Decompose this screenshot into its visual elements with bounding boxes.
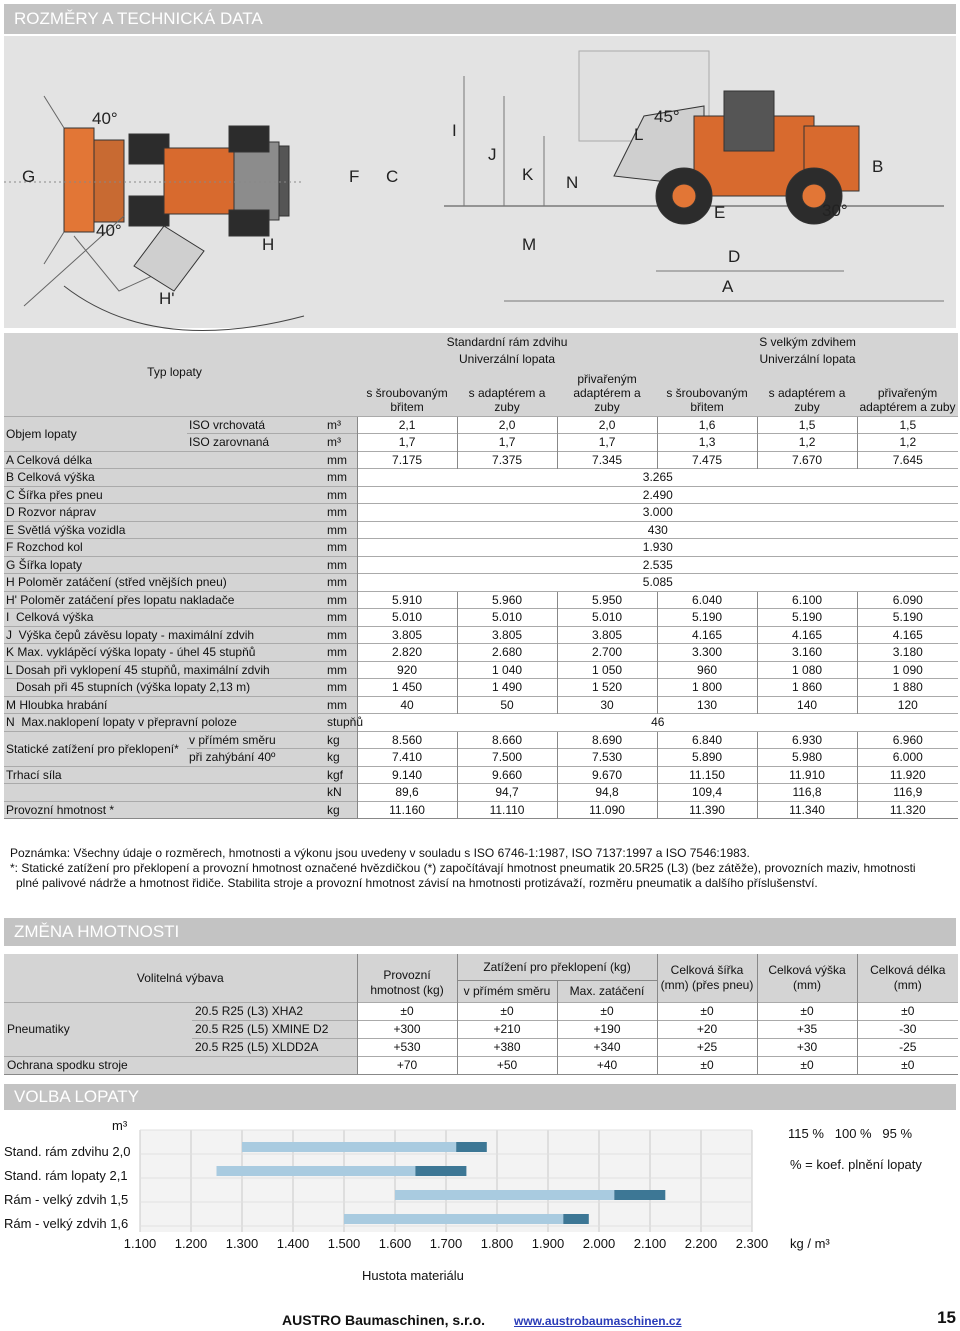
range-bar-dark	[614, 1190, 665, 1200]
x-tick-label: 2.100	[633, 1236, 667, 1251]
section-title-weight: ZMĚNA HMOTNOSTI	[4, 918, 956, 946]
cell: 5.910	[357, 591, 457, 609]
cell: 6.100	[757, 591, 857, 609]
cell: 5.890	[657, 749, 757, 767]
drawing-label-30: 30°	[822, 201, 848, 220]
cell: 120	[857, 696, 958, 714]
drawing-label-h-prime: H'	[159, 289, 175, 308]
cell: 2.535	[357, 556, 958, 574]
row-unit: mm	[325, 469, 357, 487]
page-number: 15	[937, 1308, 956, 1327]
cell: 920	[357, 661, 457, 679]
wc-header-turn: Max. zatáčení	[557, 980, 657, 1002]
cell: 9.140	[357, 766, 457, 784]
x-tick-label: 1.500	[327, 1236, 361, 1251]
row-label: Trhací síla	[4, 766, 325, 784]
cell: 7.475	[657, 451, 757, 469]
cell: 109,4	[657, 784, 757, 802]
cell: 11.910	[757, 766, 857, 784]
range-bar-light	[395, 1190, 614, 1200]
cell: 11.110	[457, 801, 557, 819]
cell: 4.165	[857, 626, 958, 644]
cell: 5.010	[557, 609, 657, 627]
wc-row-label: Ochrana spodku stroje	[4, 1056, 357, 1074]
wc-header-height: Celková výška (mm)	[757, 954, 857, 1002]
cell: 5.190	[857, 609, 958, 627]
cell: ±0	[857, 1056, 958, 1074]
wc-header-width: Celková šířka (mm) (přes pneu)	[657, 954, 757, 1002]
row-unit: mm	[325, 696, 357, 714]
range-bar-dark	[563, 1214, 589, 1224]
drawing-label-l: L	[634, 125, 644, 144]
cell: 11.920	[857, 766, 958, 784]
cell: 1,6	[657, 416, 757, 434]
cell: 2,1	[357, 416, 457, 434]
row-unit: mm	[325, 591, 357, 609]
x-tick-label: 1.200	[174, 1236, 208, 1251]
cell: 8.560	[357, 731, 457, 749]
cell: +35	[757, 1020, 857, 1038]
row-label: B Celková výška	[4, 469, 325, 487]
cell: 8.660	[457, 731, 557, 749]
row-unit: mm	[325, 574, 357, 592]
row-unit: m³	[325, 434, 357, 452]
cell: 3.805	[557, 626, 657, 644]
row-label: L Dosah při vyklopení 45 stupňů, maximální zdvih	[4, 661, 325, 679]
cell: 1 090	[857, 661, 958, 679]
weight-change-table	[4, 954, 958, 1075]
wc-tyre-name: 20.5 R25 (L3) XHA2	[192, 1002, 357, 1020]
row-label: C Šířka přes pneu	[4, 486, 325, 504]
cell: 1 050	[557, 661, 657, 679]
row-sublabel: ISO zarovnaná	[187, 434, 325, 452]
cell: 2,0	[457, 416, 557, 434]
cell: 9.660	[457, 766, 557, 784]
cell: 1 450	[357, 679, 457, 697]
col-header: přivařeným adaptérem a zuby	[557, 368, 657, 416]
cell: +380	[457, 1038, 557, 1056]
cell: 5.010	[457, 609, 557, 627]
cell: ±0	[757, 1056, 857, 1074]
wc-tyre-name: 20.5 R25 (L5) XLDD2A	[192, 1038, 357, 1056]
cell: 7.500	[457, 749, 557, 767]
cell: 6.840	[657, 731, 757, 749]
cell: 3.805	[457, 626, 557, 644]
cell: -30	[857, 1020, 958, 1038]
drawing-label-f: F	[349, 167, 360, 186]
x-tick-label: 1.600	[378, 1236, 412, 1251]
x-axis-title: Hustota materiálu	[362, 1268, 464, 1283]
group-highlift-header: S velkým zdvihem	[657, 333, 958, 351]
row-sublabel: při zahýbání 40º	[187, 749, 325, 767]
drawing-label-n: N	[566, 173, 579, 192]
cell: 1,5	[857, 416, 958, 434]
row-unit: stupňů	[327, 715, 364, 730]
cell: 116,9	[857, 784, 958, 802]
cell: -25	[857, 1038, 958, 1056]
note-line: Poznámka: Všechny údaje o rozměrech, hmotnosti a výkonu jsou uvedeny v souladu s ISO 6746-1:1987, ISO 7137:1997 a ISO 7546:1983.	[10, 846, 750, 860]
cell: 11.340	[757, 801, 857, 819]
drawing-label-40a: 40°	[92, 109, 118, 128]
cell: 11.390	[657, 801, 757, 819]
cell: ±0	[657, 1056, 757, 1074]
cell: +30	[757, 1038, 857, 1056]
cell: 1,5	[757, 416, 857, 434]
cell: ±0	[857, 1002, 958, 1020]
cell: 5.010	[357, 609, 457, 627]
cell: 1 880	[857, 679, 958, 697]
x-tick-label: 1.100	[123, 1236, 157, 1251]
wc-header-tipping: Zatížení pro překlopení (kg)	[457, 954, 657, 980]
drawing-label-45: 45°	[654, 107, 680, 126]
bucket-selection-chart	[0, 1112, 960, 1287]
bucket1-header: Univerzální lopata	[357, 351, 657, 369]
range-bar-light	[242, 1142, 456, 1152]
cell: 116,8	[757, 784, 857, 802]
cell: 3.300	[657, 644, 757, 662]
row-unit: kN	[325, 784, 357, 802]
cell: 11.160	[357, 801, 457, 819]
cell: +70	[357, 1056, 457, 1074]
cell: 7.530	[557, 749, 657, 767]
cell: 11.090	[557, 801, 657, 819]
cell: 6.090	[857, 591, 958, 609]
wc-header-weight: Provozní hmotnost (kg)	[357, 954, 457, 1002]
cell: 94,8	[557, 784, 657, 802]
drawing-label-e: E	[714, 203, 726, 222]
cell: 6.000	[857, 749, 958, 767]
cell: 5.190	[657, 609, 757, 627]
cell: 960	[657, 661, 757, 679]
category-label: Stand. rám lopaty 2,1	[4, 1168, 128, 1183]
row-label: A Celková délka	[4, 451, 325, 469]
bucket-type-header: Typ lopaty	[4, 333, 357, 416]
wc-header-length: Celková délka (mm)	[857, 954, 958, 1002]
row-label: I Celková výška	[4, 609, 325, 627]
row-label: H Poloměr zatáčení (střed vnějších pneu)	[4, 574, 325, 592]
cell: 130	[657, 696, 757, 714]
col-header: s adaptérem a zuby	[757, 368, 857, 416]
cell: 7.375	[457, 451, 557, 469]
row-label: H' Poloměr zatáčení přes lopatu nakladače	[4, 591, 325, 609]
cell: +40	[557, 1056, 657, 1074]
cell: +300	[357, 1020, 457, 1038]
cell: 1.930	[357, 539, 958, 557]
cell: 5.980	[757, 749, 857, 767]
top-view-loader	[4, 96, 304, 331]
y-unit-label: m³	[112, 1118, 128, 1133]
cell: 1 080	[757, 661, 857, 679]
cell: 5.085	[357, 574, 958, 592]
row-unit: kgf	[325, 766, 357, 784]
row-label	[4, 784, 325, 802]
x-tick-label: 1.700	[429, 1236, 463, 1251]
row-unit: mm	[325, 626, 357, 644]
row-unit: mm	[325, 451, 357, 469]
cell: ±0	[757, 1002, 857, 1020]
category-label: Rám - velký zdvih 1,6	[4, 1216, 129, 1231]
col-header: s šroubovaným břitem	[657, 368, 757, 416]
row-unit: mm	[325, 504, 357, 522]
cell: 7.645	[857, 451, 958, 469]
row-unit: mm	[325, 539, 357, 557]
cell: 1,3	[657, 434, 757, 452]
drawing-label-a: A	[722, 277, 734, 296]
cell: 3.160	[757, 644, 857, 662]
row-label: J Výška čepů závěsu lopaty - maximální zdvih	[4, 626, 325, 644]
row-unit: kg	[325, 749, 357, 767]
note-line: plné palivové nádrže a hmotnost řidiče. Stabilita stroje a provozní hmotnost závisí na hmotnosti protizávaží, rozměru pneumatik a dalšího příslušenství.	[16, 876, 818, 890]
range-bar-light	[344, 1214, 563, 1224]
cell: 1,7	[557, 434, 657, 452]
category-label: Rám - velký zdvih 1,5	[4, 1192, 129, 1207]
cell: ±0	[357, 1002, 457, 1020]
legend-fill-factors: 115 % 100 % 95 %	[788, 1126, 913, 1141]
drawing-label-m: M	[522, 235, 537, 254]
cell: 50	[457, 696, 557, 714]
cell: 11.320	[857, 801, 958, 819]
cell: 1,7	[357, 434, 457, 452]
col-header: s šroubovaným břitem	[357, 368, 457, 416]
row-unit: mm	[325, 661, 357, 679]
drawing-label-c: C	[386, 167, 399, 186]
col-header: přivařeným adaptérem a zuby	[857, 368, 958, 416]
cell: 2.700	[557, 644, 657, 662]
cell: 430	[357, 521, 958, 539]
row-sublabel: ISO vrchovatá	[187, 416, 325, 434]
drawing-label-40b: 40°	[96, 221, 122, 240]
x-unit-label: kg / m³	[790, 1236, 830, 1251]
range-bar-dark	[415, 1166, 466, 1176]
bucket2-header: Univerzální lopata	[657, 351, 958, 369]
cell: 4.165	[757, 626, 857, 644]
cell: 2,0	[557, 416, 657, 434]
row-label: F Rozchod kol	[4, 539, 325, 557]
cell: 7.175	[357, 451, 457, 469]
cell: +25	[657, 1038, 757, 1056]
x-tick-label: 1.300	[225, 1236, 259, 1251]
cell: +50	[457, 1056, 557, 1074]
drawing-label-g: G	[22, 167, 36, 186]
row-label: K Max. vyklápěcí výška lopaty - úhel 45 stupňů	[4, 644, 325, 662]
wc-header-options: Volitelná výbava	[4, 954, 357, 1002]
x-tick-label: 2.300	[735, 1236, 769, 1251]
cell: 89,6	[357, 784, 457, 802]
cell: ±0	[557, 1002, 657, 1020]
cell: 1 490	[457, 679, 557, 697]
drawing-label-i: I	[452, 121, 457, 140]
cell: 40	[357, 696, 457, 714]
specs-table	[4, 333, 958, 819]
footer	[0, 1300, 960, 1330]
cell: 8.690	[557, 731, 657, 749]
row-unit: mm	[325, 609, 357, 627]
row-unit: mm	[325, 644, 357, 662]
section-title-dimensions: ROZMĚRY A TECHNICKÁ DATA	[4, 4, 956, 34]
drawing-label-d: D	[728, 247, 741, 266]
cell: 46	[357, 714, 958, 732]
legend-fill-note: % = koef. plnění lopaty	[790, 1157, 922, 1172]
row-label: Provozní hmotnost *	[4, 801, 325, 819]
row-unit: m³	[325, 416, 357, 434]
row-unit: mm	[325, 679, 357, 697]
row-label: Objem lopaty	[4, 416, 187, 451]
drawing-label-h: H	[262, 235, 275, 254]
note-line: *: Statické zatížení pro překlopení a provozní hmotnost označené hvězdičkou (*) započítávají hmotnost pneumatik 20.5R25 (L3) (bez zátěže), provozních maziv, hmotnosti	[10, 861, 916, 875]
row-label: Statické zatížení pro překlopení*	[4, 731, 187, 766]
drawing-label-j: J	[488, 145, 497, 164]
wc-header-straight: v přímém směru	[457, 980, 557, 1002]
cell: 5.960	[457, 591, 557, 609]
x-tick-label: 2.200	[684, 1236, 718, 1251]
cell: 1 040	[457, 661, 557, 679]
range-bar-dark	[456, 1142, 487, 1152]
company-name: AUSTRO Baumaschinen, s.r.o.	[282, 1312, 486, 1328]
cell: 6.930	[757, 731, 857, 749]
row-unit: kg	[325, 801, 357, 819]
cell: 1 800	[657, 679, 757, 697]
cell: 4.165	[657, 626, 757, 644]
range-bar-light	[217, 1166, 416, 1176]
machine-dimension-drawing	[4, 36, 956, 328]
row-unit: kg	[325, 731, 357, 749]
cell: 1,2	[857, 434, 958, 452]
row-label: N Max.naklopení lopaty v přepravní poloze	[4, 714, 325, 732]
cell: 7.345	[557, 451, 657, 469]
drawing-label-k: K	[522, 165, 534, 184]
x-tick-label: 1.900	[531, 1236, 565, 1251]
cell: 11.150	[657, 766, 757, 784]
cell: +530	[357, 1038, 457, 1056]
row-unit: mm	[325, 521, 357, 539]
cell: 3.265	[357, 469, 958, 487]
row-label: G Šířka lopaty	[4, 556, 325, 574]
cell: 1,7	[457, 434, 557, 452]
col-header: s adaptérem a zuby	[457, 368, 557, 416]
cell: 6.040	[657, 591, 757, 609]
cell: 5.190	[757, 609, 857, 627]
cell: 140	[757, 696, 857, 714]
x-tick-label: 1.800	[480, 1236, 514, 1251]
cell: 1 520	[557, 679, 657, 697]
side-view-loader	[444, 51, 944, 301]
website-link[interactable]: www.austrobaumaschinen.cz	[514, 1314, 682, 1328]
cell: +190	[557, 1020, 657, 1038]
x-tick-label: 2.000	[582, 1236, 616, 1251]
cell: 3.180	[857, 644, 958, 662]
cell: 1 860	[757, 679, 857, 697]
cell: 5.950	[557, 591, 657, 609]
row-unit: mm	[325, 556, 357, 574]
cell: ±0	[457, 1002, 557, 1020]
cell: 2.490	[357, 486, 958, 504]
row-label: M Hloubka hrabání	[4, 696, 325, 714]
row-unit: mm	[325, 486, 357, 504]
wc-tyre-name: 20.5 R25 (L5) XMINE D2	[192, 1020, 357, 1038]
wc-row-label: Pneumatiky	[4, 1002, 192, 1056]
cell: 94,7	[457, 784, 557, 802]
cell: +20	[657, 1020, 757, 1038]
row-label: D Rozvor náprav	[4, 504, 325, 522]
cell: +340	[557, 1038, 657, 1056]
cell: 3.805	[357, 626, 457, 644]
cell: 2.680	[457, 644, 557, 662]
category-label: Stand. rám zdvihu 2,0	[4, 1144, 131, 1159]
row-sublabel: v přímém směru	[187, 731, 325, 749]
cell: 1,2	[757, 434, 857, 452]
cell: 2.820	[357, 644, 457, 662]
group-standard-header: Standardní rám zdvihu	[357, 333, 657, 351]
cell: 6.960	[857, 731, 958, 749]
cell: ±0	[657, 1002, 757, 1020]
drawing-label-b: B	[872, 157, 884, 176]
x-tick-label: 1.400	[276, 1236, 310, 1251]
cell: +210	[457, 1020, 557, 1038]
row-label: E Světlá výška vozidla	[4, 521, 325, 539]
cell: 30	[557, 696, 657, 714]
row-label: Dosah při 45 stupních (výška lopaty 2,13 m)	[4, 679, 325, 697]
section-title-bucket: VOLBA LOPATY	[4, 1084, 956, 1110]
cell: 3.000	[357, 504, 958, 522]
notes	[10, 846, 950, 891]
cell: 9.670	[557, 766, 657, 784]
cell: 7.410	[357, 749, 457, 767]
cell: 7.670	[757, 451, 857, 469]
